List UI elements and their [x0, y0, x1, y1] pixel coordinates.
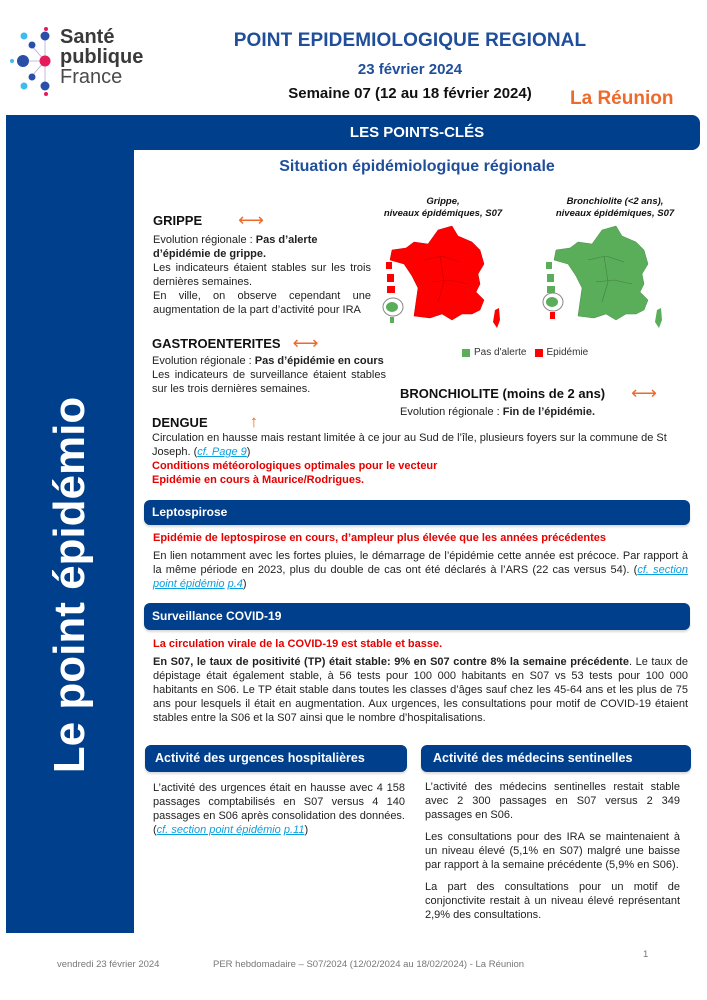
bronchiolite-france-map — [540, 222, 690, 337]
dom-1 — [546, 262, 552, 269]
covid-title: Surveillance COVID-19 — [152, 609, 282, 623]
legend-swatch-green — [462, 349, 470, 357]
grippe-france-map — [380, 222, 530, 337]
sentinelles-text-2: Les consultations pour des IRA se maintenaient à un niveau élevé (5,1% en S07) malgré une baisse par rapport à la semaine précédente (5,9% en S06). — [425, 831, 680, 871]
bronchiolite-map-caption — [540, 196, 690, 220]
dengue-text — [152, 431, 672, 459]
grippe-section — [153, 212, 371, 317]
covid-text — [153, 655, 688, 725]
caption-line: Grippe, — [426, 196, 460, 207]
sidebar-title: Le point épidémio — [45, 396, 94, 774]
urgences-bar — [145, 745, 407, 772]
key-points-bar — [134, 115, 700, 150]
grippe-evolution — [153, 233, 371, 261]
leptospirose-bar — [144, 500, 690, 525]
lepto-alert: Epidémie de leptospirose en cours, d’ampleur plus élevée que les années précédentes — [153, 532, 606, 544]
france-mainland — [554, 226, 648, 320]
page-number: 1 — [643, 949, 649, 960]
text-end: ) — [304, 824, 309, 836]
caption-line: Bronchiolite (<2 ans), — [566, 196, 664, 207]
region-name: La Réunion — [570, 88, 674, 109]
evolution-value: Fin de l’épidémie. — [502, 406, 596, 418]
dengue-page-link[interactable]: cf. Page 9 — [197, 446, 247, 458]
urgences-page-link[interactable]: p.11 — [283, 824, 305, 836]
dengue-alert-1: Conditions météorologiques optimales pour le vecteur — [152, 460, 438, 472]
caption-line: niveaux épidémiques, S07 — [555, 208, 675, 219]
text-end: ) — [242, 578, 247, 590]
logo-line-3: France — [60, 66, 123, 88]
corsica — [493, 308, 500, 328]
evolution-label: Evolution régionale : — [400, 406, 503, 418]
logo-line-2: publique — [60, 46, 144, 68]
text-end: ) — [246, 446, 251, 458]
grippe-text-2: En ville, on observe cependant une augmentation de la part d’activité pour IRA — [153, 290, 371, 316]
logo-dots-icon — [8, 26, 64, 104]
map-legend — [462, 347, 588, 358]
dom-5 — [390, 317, 394, 323]
caption-line: niveaux épidémiques, S07 — [383, 208, 503, 219]
up-arrow-icon: ↑ — [249, 412, 259, 431]
reunion-island — [546, 297, 558, 307]
key-points-title: LES POINTS-CLÉS — [349, 124, 485, 141]
gastro-evolution — [152, 354, 386, 368]
logo-wordmark — [60, 27, 143, 87]
left-right-arrow-icon: ⟷ — [292, 333, 319, 353]
dom-5 — [550, 312, 555, 319]
grippe-title: GRIPPE — [153, 212, 203, 228]
urgences-section-link[interactable]: cf. section point épidémio — [156, 824, 281, 836]
france-mainland — [390, 226, 484, 320]
dom-3 — [547, 286, 555, 293]
evolution-value: Pas d’épidémie en cours — [254, 355, 384, 367]
urgences-text — [153, 781, 405, 837]
dom-2 — [387, 274, 394, 282]
urgences-text-body: L’activité des urgences était en hausse avec 4 158 passages comptabilisés en S07 versus 4 140 passages en S06 après consolidation des données. ( — [153, 782, 405, 836]
footer-title: PER hebdomadaire – S07/2024 (12/02/2024 au 18/02/2024) - La Réunion — [213, 959, 525, 970]
report-week: Semaine 07 (12 au 18 février 2024) — [288, 85, 532, 102]
logo-line-1: Santé — [60, 26, 115, 48]
left-right-arrow-icon: ⟷ — [238, 210, 264, 230]
dengue-section — [152, 412, 692, 487]
evolution-label: Evolution régionale : — [152, 355, 255, 367]
sentinelles-title: Activité des médecins sentinelles — [433, 751, 633, 765]
grippe-text-1: Les indicateurs étaient stables sur les trois dernières semaines. — [153, 262, 371, 288]
sentinelles-bar — [421, 745, 691, 772]
gastro-title: GASTROENTERITES — [152, 335, 281, 351]
urgences-title: Activité des urgences hospitalières — [155, 751, 365, 765]
legend-swatch-red — [535, 349, 543, 357]
page-title: POINT EPIDEMIOLOGIQUE REGIONAL — [233, 30, 587, 51]
footer-date: vendredi 23 février 2024 — [57, 959, 160, 970]
sentinelles-text-3: La part des consultations pour un motif de conjonctivite restait à un niveau élevé représentant 2,9% des consultations. — [425, 881, 680, 921]
lepto-page-link[interactable]: p.4 — [227, 578, 243, 590]
covid-text-body: . Le taux de dépistage était également stable, à 56 tests pour 100 000 habitants en S07 vs 53 tests pour 100 000 habitants en S06. Le TP était stable dans toutes les classes d’âges sauf chez les 45-64 ans et les plus de 75 ans pour lesquels il était en augmentation. Aux urgences, les consultations pour motif de COVID-19 étaient stables entre la S06 et la S07 ainsi que le nombre d’hospitalisations. — [153, 656, 688, 724]
covid-positivity-rate: En S07, le taux de positivité (TP) était stable: 9% en S07 contre 8% la semaine précédente — [153, 656, 629, 668]
sentinelles-text-1: L’activité des médecins sentinelles restait stable avec 2 300 passages en S07 versus 2 349 passages en S06. — [425, 781, 680, 821]
legend-label: Pas d'alerte — [474, 347, 527, 358]
evolution-value: Pas d’alerte d’épidémie de grippe. — [153, 234, 318, 260]
dengue-text-body: Circulation en hausse mais restant limitée à ce jour au Sud de l’île, plusieurs foyers sur la commune de St Joseph. ( — [152, 432, 667, 458]
corsica — [655, 308, 662, 328]
dom-3 — [387, 286, 395, 293]
gastro-text: Les indicateurs de surveillance étaient stables sur les trois dernières semaines. — [152, 369, 386, 395]
lepto-text — [153, 549, 688, 591]
dom-2 — [547, 274, 554, 282]
lepto-section-link[interactable]: cf. section point épidémio — [153, 564, 688, 590]
leptospirose-section — [153, 531, 688, 591]
grippe-map-caption — [378, 196, 508, 220]
sentinelles-section — [425, 780, 680, 922]
covid-bar — [144, 603, 690, 630]
legend-label: Epidémie — [546, 347, 589, 358]
dengue-alert-2: Epidémie en cours à Maurice/Rodrigues. — [152, 474, 365, 486]
report-date: 23 février 2024 — [357, 61, 463, 78]
left-right-arrow-icon: ⟷ — [631, 383, 657, 403]
dengue-title: DENGUE — [152, 415, 208, 430]
leptospirose-title: Leptospirose — [152, 505, 228, 519]
reunion-island — [386, 302, 398, 312]
covid-alert: La circulation virale de la COVID-19 est stable et basse. — [153, 638, 443, 650]
bronchiolite-title: BRONCHIOLITE (moins de 2 ans) — [400, 385, 606, 401]
situation-subtitle: Situation épidémiologique régionale — [279, 158, 555, 175]
covid-section — [153, 637, 688, 725]
sidebar-panel — [6, 115, 134, 933]
gastro-section — [152, 335, 386, 396]
evolution-label: Evolution régionale : — [153, 234, 256, 246]
lepto-text-body: En lien notamment avec les fortes pluies, le démarrage de l’épidémie cette année est précoce. Par rapport à la même période en 2023, plus du double de cas ont été déclarés à l’ARS (22 cas versus 54). ( — [153, 550, 688, 576]
dom-1 — [386, 262, 392, 269]
